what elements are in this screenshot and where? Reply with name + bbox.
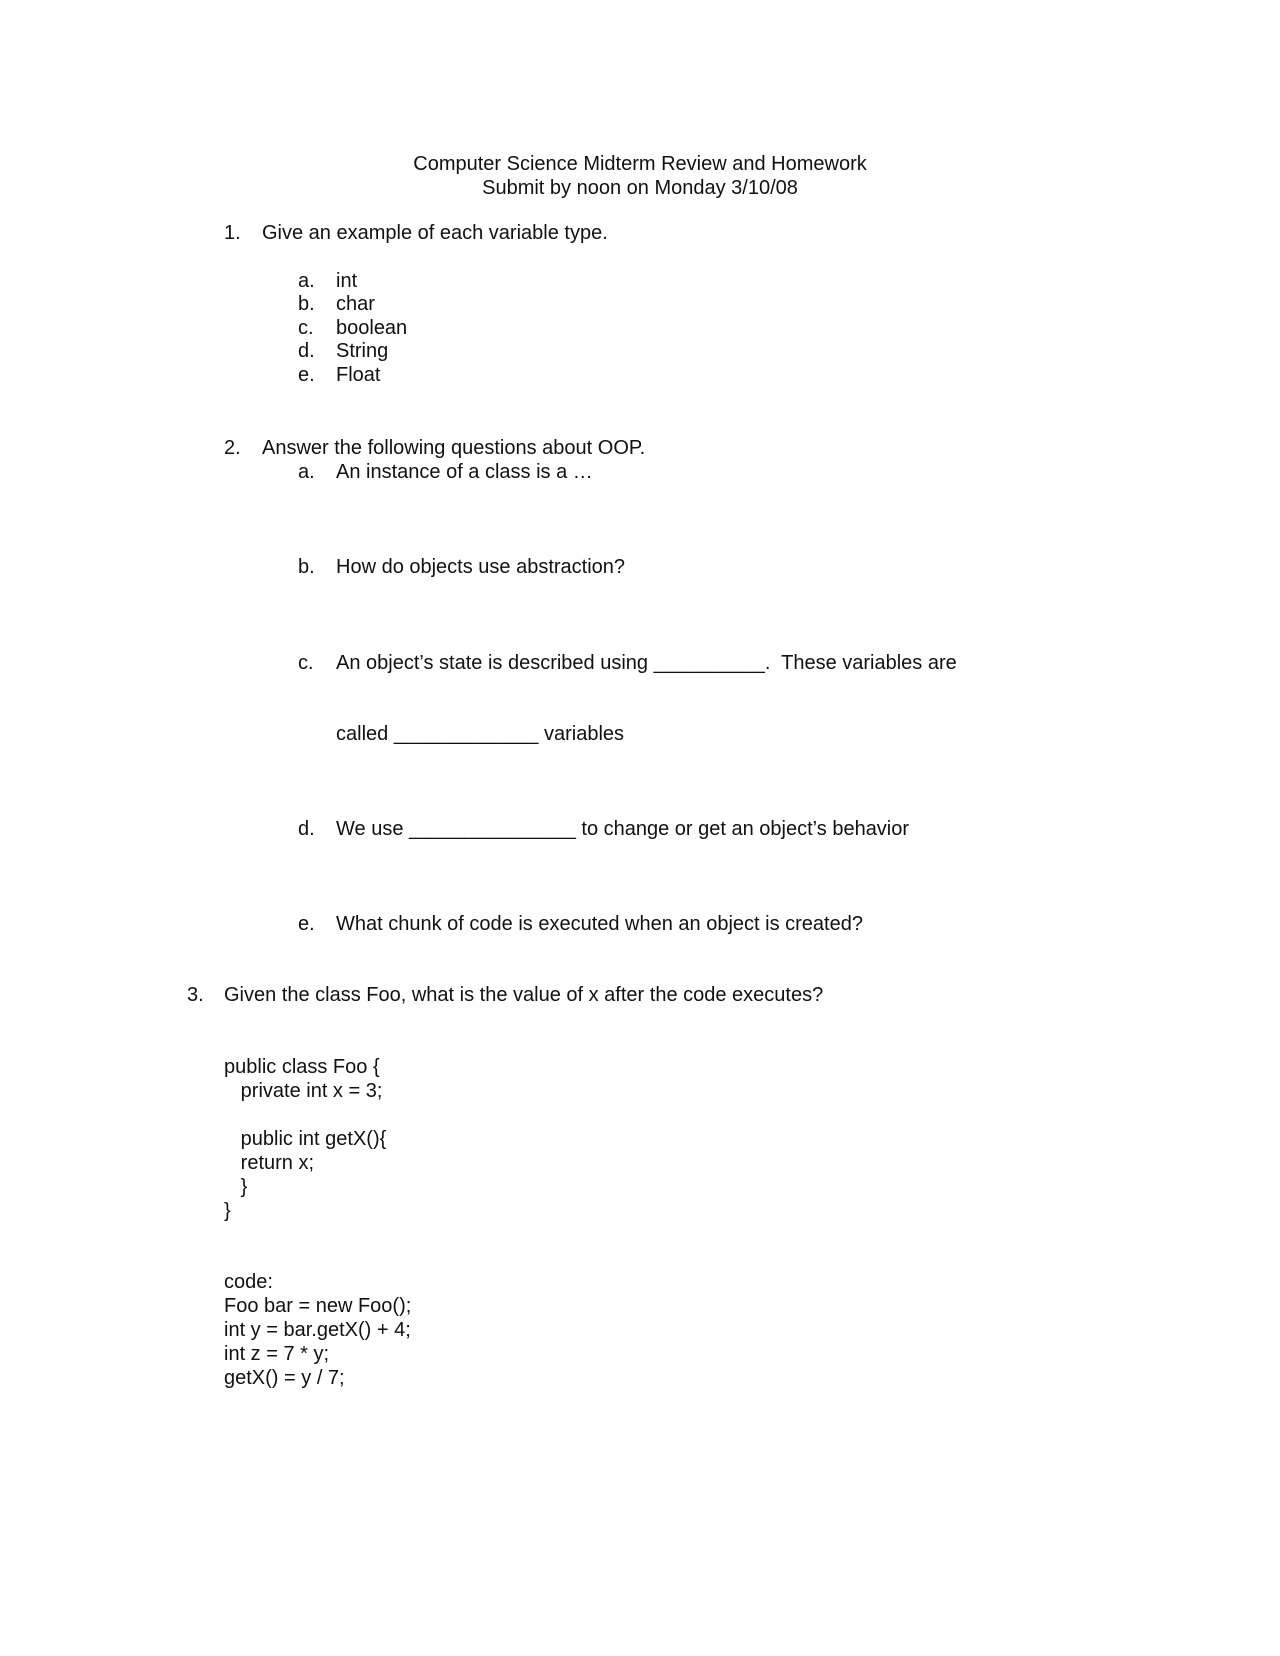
list-item-letter: e. <box>298 364 315 386</box>
code-line: } <box>224 1176 248 1198</box>
subquestion-c: An object’s state is described using __________. These variables are <box>336 652 957 674</box>
subquestion-e: What chunk of code is executed when an object is created? <box>336 913 863 935</box>
code-line: return x; <box>224 1152 315 1174</box>
subquestion-letter: b. <box>298 556 315 578</box>
subquestion-b: How do objects use abstraction? <box>336 556 626 578</box>
subquestion-letter: a. <box>298 461 315 483</box>
subquestion-letter: c. <box>298 652 314 674</box>
list-item: Float <box>336 364 381 386</box>
subquestion-letter: e. <box>298 913 315 935</box>
subquestion-d: We use _______________ to change or get an object’s behavior <box>336 818 910 840</box>
code-line: code: <box>224 1271 273 1293</box>
code-line: public class Foo { <box>224 1056 380 1078</box>
question-3-number: 3. <box>187 984 204 1006</box>
code-line: Foo bar = new Foo(); <box>224 1295 412 1317</box>
list-item-letter: b. <box>298 293 315 315</box>
list-item-letter: a. <box>298 270 315 292</box>
list-item: char <box>336 293 375 315</box>
code-line: int z = 7 * y; <box>224 1343 330 1365</box>
list-item-letter: c. <box>298 317 314 339</box>
subquestion-c-continued: called _____________ variables <box>336 723 625 745</box>
list-item: int <box>336 270 358 292</box>
list-item: boolean <box>336 317 408 339</box>
code-line: } <box>224 1200 231 1222</box>
code-line: public int getX(){ <box>224 1128 387 1150</box>
subquestion-letter: d. <box>298 818 315 840</box>
question-3-text: Given the class Foo, what is the value of x after the code executes? <box>224 984 824 1006</box>
document-title: Computer Science Midterm Review and Homework <box>413 153 867 175</box>
code-line: int y = bar.getX() + 4; <box>224 1319 411 1341</box>
question-1-text: Give an example of each variable type. <box>262 222 608 244</box>
list-item: String <box>336 340 389 362</box>
code-line: getX() = y / 7; <box>224 1367 345 1389</box>
question-2-text: Answer the following questions about OOP. <box>262 437 646 459</box>
question-1-number: 1. <box>224 222 241 244</box>
question-2-number: 2. <box>224 437 241 459</box>
document-subtitle: Submit by noon on Monday 3/10/08 <box>482 177 798 199</box>
subquestion-a: An instance of a class is a … <box>336 461 593 483</box>
code-line: private int x = 3; <box>224 1080 383 1102</box>
list-item-letter: d. <box>298 340 315 362</box>
